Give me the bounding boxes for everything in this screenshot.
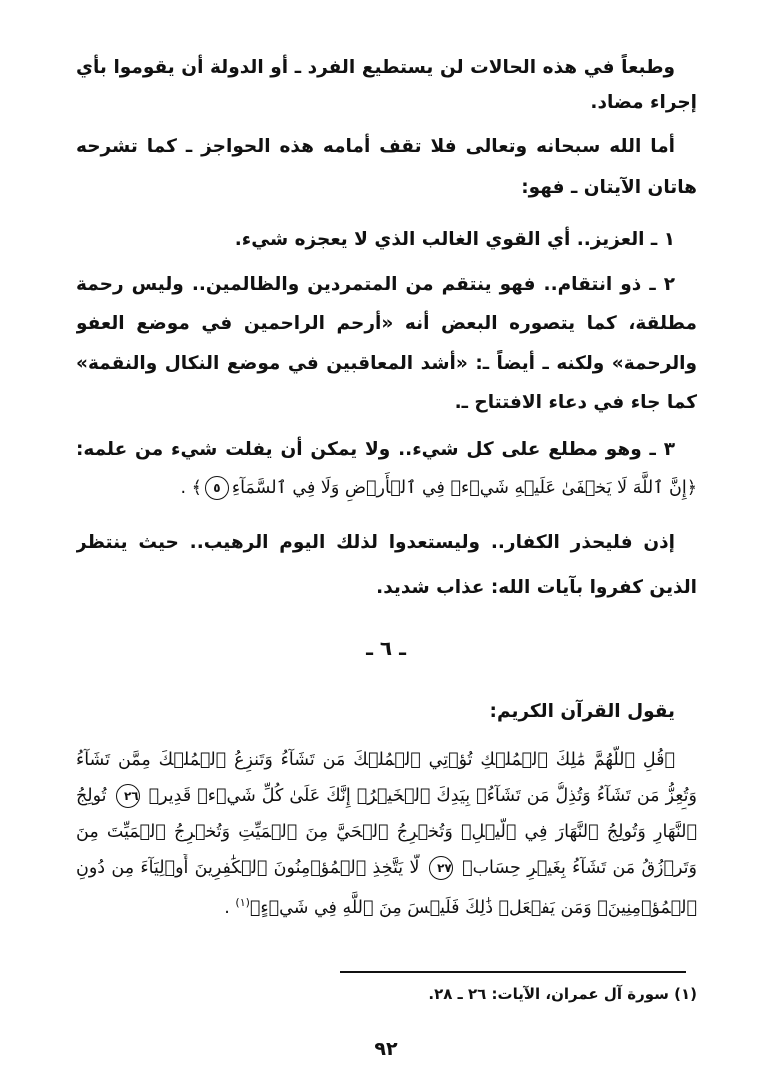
paragraph-line: مطلقة، كما يتصوره البعض أنه «أرحم الراحمين في موضع العفو (76, 313, 697, 334)
quran-verse (76, 474, 697, 502)
footnote-divider (340, 971, 686, 973)
paragraph-line: إجراء مضاد. (590, 92, 697, 113)
verse-text: ٱلۡمُؤۡمِنِينَۖ وَمَن يَفۡعَلۡ ذَٰلِكَ فَلَيۡسَ مِنَ ٱللَّهِ فِي شَيۡءٍ﴾ (249, 897, 697, 918)
verse-end: ﴾ . (180, 478, 202, 498)
paragraph-line: هاتان الآيتان ـ فهو: (521, 177, 697, 198)
list-item: ١ ـ العزيز.. أي القوي الغالب الذي لا يعجزه شيء. (234, 229, 675, 250)
quran-line: ٱلنَّهَارِ وَتُولِجُ ٱلنَّهَارَ فِي ٱلَّيۡلِۖ وَتُخۡرِجُ ٱلۡحَيَّ مِنَ ٱلۡمَيِّتِ وَتُخۡرِجُ ٱلۡمَيِّتَ مِنَ (76, 822, 697, 842)
paragraph-line: أما الله سبحانه وتعالى فلا تقف أمامه هذه الحواجز ـ كما تشرحه (76, 136, 675, 157)
footnote-reference: (١) (235, 896, 250, 909)
ayah-number-marker: ٢٧ (429, 856, 453, 880)
ayah-number-marker: ٢٦ (116, 784, 140, 808)
paragraph-line: كما جاء في دعاء الافتتاح ـ. (454, 392, 697, 413)
list-item: ٢ ـ ذو انتقام.. فهو ينتقم من المتمردين والظالمين.. وليس رحمة (76, 274, 675, 295)
quran-line (76, 854, 697, 882)
list-item: ٣ ـ وهو مطلع على كل شيء.. ولا يمكن أن يفلت شيء من علمه: (76, 439, 675, 460)
section-number: ـ ٦ ـ (366, 636, 406, 660)
verse-end: . (224, 897, 236, 918)
footnote: (١) سورة آل عمران، الآيات: ٢٦ ـ ٢٨. (428, 985, 697, 1003)
paragraph-line: وطبعاً في هذه الحالات لن يستطيع الفرد ـ أو الدولة أن يقوموا بأي (76, 57, 675, 78)
quran-line (76, 782, 697, 810)
verse-text: لَّا يَتَّخِذِ ٱلۡمُؤۡمِنُونَ ٱلۡكَٰفِرِينَ أَوۡلِيَآءَ مِن دُونِ (76, 858, 420, 878)
paragraph-line: الذين كفروا بآيات الله: عذاب شديد. (376, 577, 697, 598)
quran-line: ﴿قُلِ ٱللَّهُمَّ مَٰلِكَ ٱلۡمُلۡكِ تُؤۡتِي ٱلۡمُلۡكَ مَن تَشَآءُ وَتَنزِعُ ٱلۡمُلۡكَ مِمَّن تَشَآءُ (76, 750, 675, 770)
verse-text: تُولِجُ (76, 786, 107, 806)
verse-text: وَتَرۡزُقُ مَن تَشَآءُ بِغَيۡرِ حِسَابٖ (462, 858, 697, 878)
paragraph-line: إذن فليحذر الكفار.. وليستعدوا لذلك اليوم الرهيب.. حيث ينتظر (76, 532, 675, 553)
page-number: ٩٢ (374, 1038, 398, 1060)
verse-text: وَتُعِزُّ مَن تَشَآءُ وَتُذِلُّ مَن تَشَآءُۖ بِيَدِكَ ٱلۡخَيۡرُۖ إِنَّكَ عَلَىٰ كُلِّ شَيۡءٖ قَدِيرٞ (148, 786, 697, 806)
quran-line (76, 889, 697, 922)
ayah-number-marker: ٥ (205, 476, 229, 500)
paragraph-line: والرحمة» ولكنه ـ أيضاً ـ: «أشد المعاقبين في موضع النكال والنقمة» (76, 353, 697, 374)
quran-intro: يقول القرآن الكريم: (489, 701, 675, 722)
verse-text: ﴿إِنَّ ٱللَّهَ لَا يَخۡفَىٰ عَلَيۡهِ شَيۡءٞ فِي ٱلۡأَرۡضِ وَلَا فِي ٱلسَّمَآءِ (231, 478, 697, 498)
